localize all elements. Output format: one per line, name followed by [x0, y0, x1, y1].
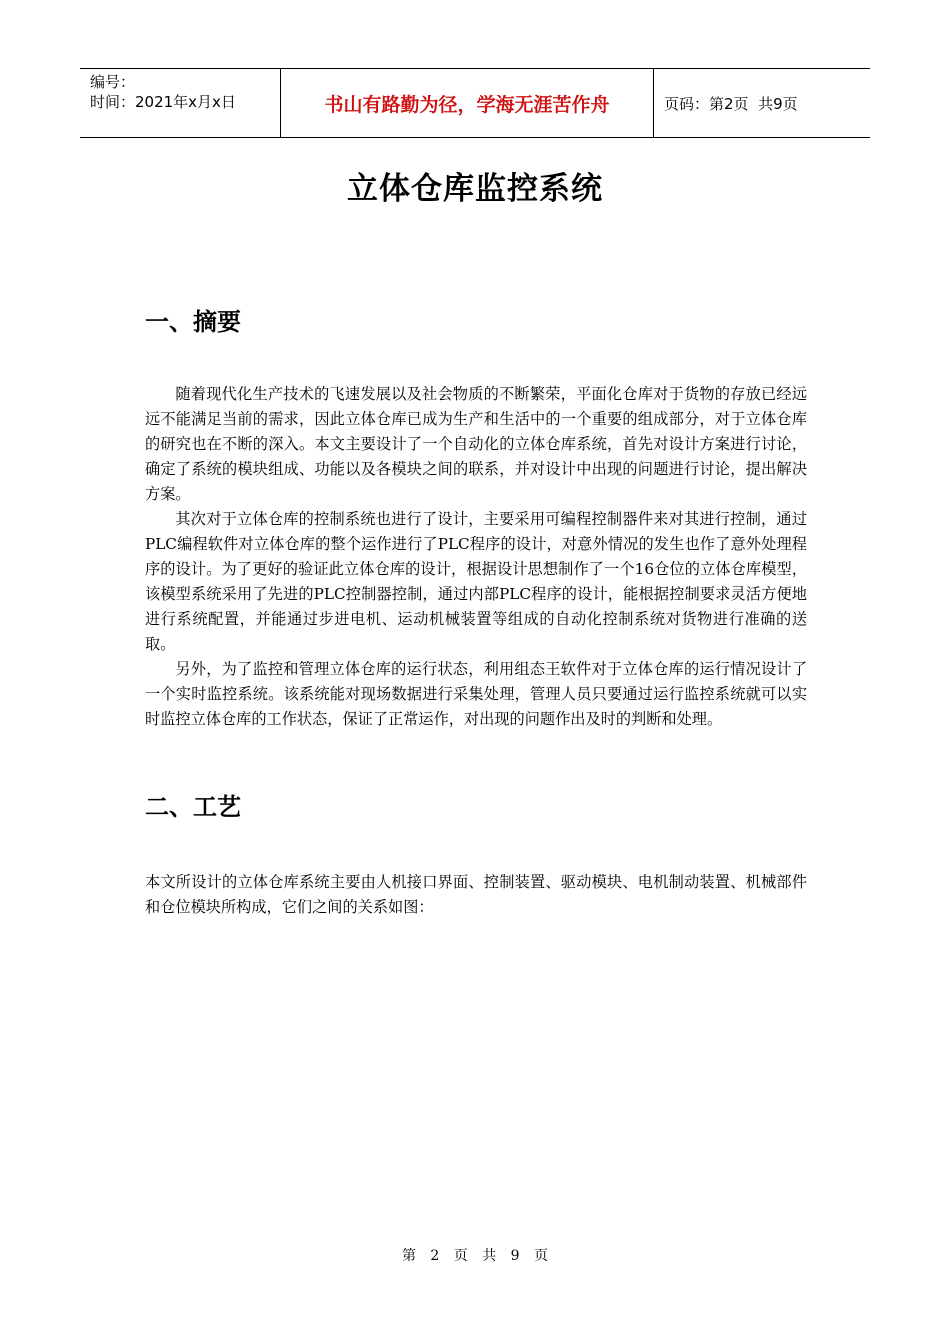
- header-page-info-text: 页码：第2页 共9页: [664, 94, 798, 113]
- abstract-paragraph-3: 另外，为了监控和管理立体仓库的运行状态，利用组态王软件对于立体仓库的运行情况设计了一个实时监控系统。该系统能对现场数据进行采集处理，管理人员只要通过运行监控系统就可以实时监控立体仓库的工作状态，保证了正常运作，对出现的问题作出及时的判断和处理。: [145, 660, 807, 728]
- header-page-info: [654, 69, 870, 137]
- section-heading-abstract: 一、摘要: [145, 308, 241, 336]
- header-number-label: 编号：: [90, 73, 136, 91]
- process-paragraph-1: 本文所设计的立体仓库系统主要由人机接口界面、控制装置、驱动模块、电机制动装置、机械部件和仓位模块所构成，它们之间的关系如图：: [145, 873, 807, 916]
- section-body-process: [145, 870, 807, 920]
- section-body-abstract: [145, 382, 807, 732]
- page-header: [80, 68, 870, 138]
- footer-total-pages: 9: [510, 1248, 520, 1264]
- section-heading-process: 二、工艺: [145, 793, 241, 821]
- footer-page-prefix: 第: [401, 1248, 416, 1264]
- page-footer: [0, 1245, 950, 1265]
- header-meta: [80, 69, 281, 137]
- header-motto: 书山有路勤为径，学海无涯苦作舟: [281, 69, 654, 137]
- abstract-paragraph-2: 其次对于立体仓库的控制系统也进行了设计，主要采用可编程控制器件来对其进行控制，通过PLC编程软件对立体仓库的整个运作进行了PLC程序的设计，对意外情况的发生也作了意外处理程序的设计。为了更好的验证此立体仓库的设计，根据设计思想制作了一个16仓位的立体仓库模型，该模型系统采用了先进的PLC控制器控制，通过内部PLC程序的设计，能根据控制要求灵活方便地进行系统配置，并能通过步进电机、运动机械装置等组成的自动化控制系统对货物进行准确的送取。: [145, 510, 807, 653]
- footer-total-suffix: 页: [534, 1248, 549, 1264]
- footer-page-number: 2: [430, 1248, 440, 1264]
- footer-page-mid: 页: [453, 1248, 468, 1264]
- header-time-label: 时间：2021年x月x日: [90, 93, 236, 111]
- abstract-paragraph-1: 随着现代化生产技术的飞速发展以及社会物质的不断繁荣，平面化仓库对于货物的存放已经远远不能满足当前的需求，因此立体仓库已成为生产和生活中的一个重要的组成部分，对于立体仓库的研究也在不断的深入。本文主要设计了一个自动化的立体仓库系统，首先对设计方案进行讨论，确定了系统的模块组成、功能以及各模块之间的联系，并对设计中出现的问题进行讨论，提出解决方案。: [145, 385, 807, 503]
- footer-total-prefix: 共: [482, 1248, 497, 1264]
- document-title: 立体仓库监控系统: [347, 171, 603, 207]
